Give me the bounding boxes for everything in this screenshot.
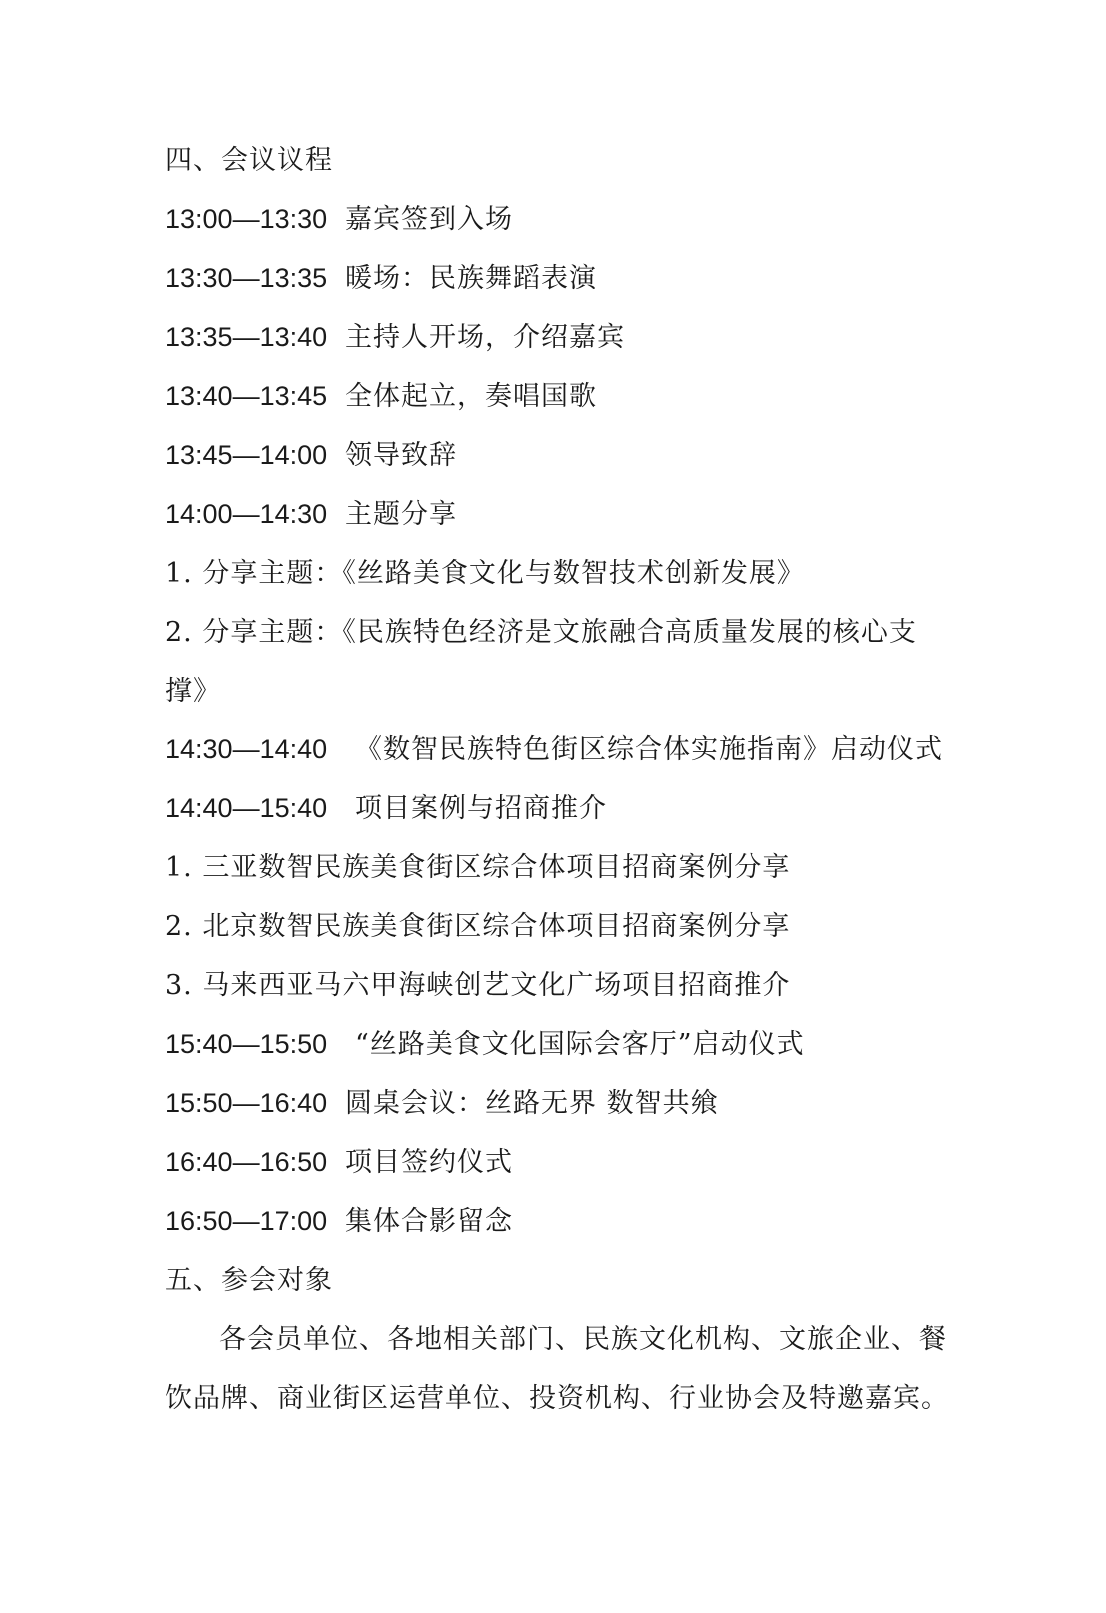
agenda-row <box>165 779 925 838</box>
agenda-time: 14:30—14:40 <box>165 734 328 764</box>
agenda-item: 项目案例与招商推介 <box>355 793 607 824</box>
case-item: 3. 马来西亚马六甲海峡创艺文化广场项目招商推介 <box>165 970 791 1001</box>
case-item: 1. 三亚数智民族美食街区综合体项目招商案例分享 <box>165 852 791 883</box>
agenda-row <box>165 485 925 544</box>
agenda-item: 集体合影留念 <box>345 1206 513 1237</box>
agenda-item: 全体起立，奏唱国歌 <box>345 381 597 412</box>
section-heading-agenda: 四、会议议程 <box>165 145 333 176</box>
attendees-paragraph-line: 各会员单位、各地相关部门、民族文化机构、文旅企业、餐 <box>219 1324 947 1355</box>
agenda-row <box>165 1074 925 1133</box>
share-topic-item: 2. 分享主题：《民族特色经济是文旅融合高质量发展的核心支 <box>165 617 917 648</box>
agenda-row <box>165 308 925 367</box>
agenda-time: 16:40—16:50 <box>165 1147 328 1177</box>
agenda-time: 15:50—16:40 <box>165 1088 328 1118</box>
agenda-time: 13:00—13:30 <box>165 204 328 234</box>
agenda-row <box>165 1192 925 1251</box>
agenda-time: 13:40—13:45 <box>165 381 328 411</box>
case-item: 2. 北京数智民族美食街区综合体项目招商案例分享 <box>165 911 791 942</box>
attendees-paragraph-line: 饮品牌、商业街区运营单位、投资机构、行业协会及特邀嘉宾。 <box>165 1383 949 1414</box>
agenda-item: 主题分享 <box>345 499 457 530</box>
agenda-row <box>165 249 925 308</box>
agenda-item: 领导致辞 <box>345 440 457 471</box>
agenda-item: 主持人开场，介绍嘉宾 <box>345 322 625 353</box>
agenda-time: 15:40—15:50 <box>165 1029 328 1059</box>
agenda-row <box>165 1133 925 1192</box>
agenda-time: 13:45—14:00 <box>165 440 328 470</box>
agenda-row <box>165 426 925 485</box>
agenda-time: 13:35—13:40 <box>165 322 328 352</box>
share-topic-item: 1. 分享主题：《丝路美食文化与数智技术创新发展》 <box>165 558 805 589</box>
agenda-time: 13:30—13:35 <box>165 263 328 293</box>
agenda-item: 暖场：民族舞蹈表演 <box>345 263 597 294</box>
agenda-row <box>165 1015 925 1074</box>
agenda-row <box>165 367 925 426</box>
agenda-item: 《数智民族特色街区综合体实施指南》启动仪式 <box>355 734 943 765</box>
document-content <box>165 131 949 1428</box>
agenda-time: 14:40—15:40 <box>165 793 328 823</box>
share-topic-item-continued: 撑》 <box>165 676 221 707</box>
agenda-item: 嘉宾签到入场 <box>345 204 513 235</box>
section-heading-attendees: 五、参会对象 <box>165 1265 333 1296</box>
agenda-item: 圆桌会议：丝路无界 数智共飨 <box>345 1088 719 1119</box>
agenda-time: 16:50—17:00 <box>165 1206 328 1236</box>
agenda-row <box>165 190 925 249</box>
agenda-time: 14:00—14:30 <box>165 499 328 529</box>
agenda-item: 项目签约仪式 <box>345 1147 513 1178</box>
agenda-row <box>165 720 943 779</box>
agenda-item: “丝路美食文化国际会客厅”启动仪式 <box>355 1029 805 1060</box>
